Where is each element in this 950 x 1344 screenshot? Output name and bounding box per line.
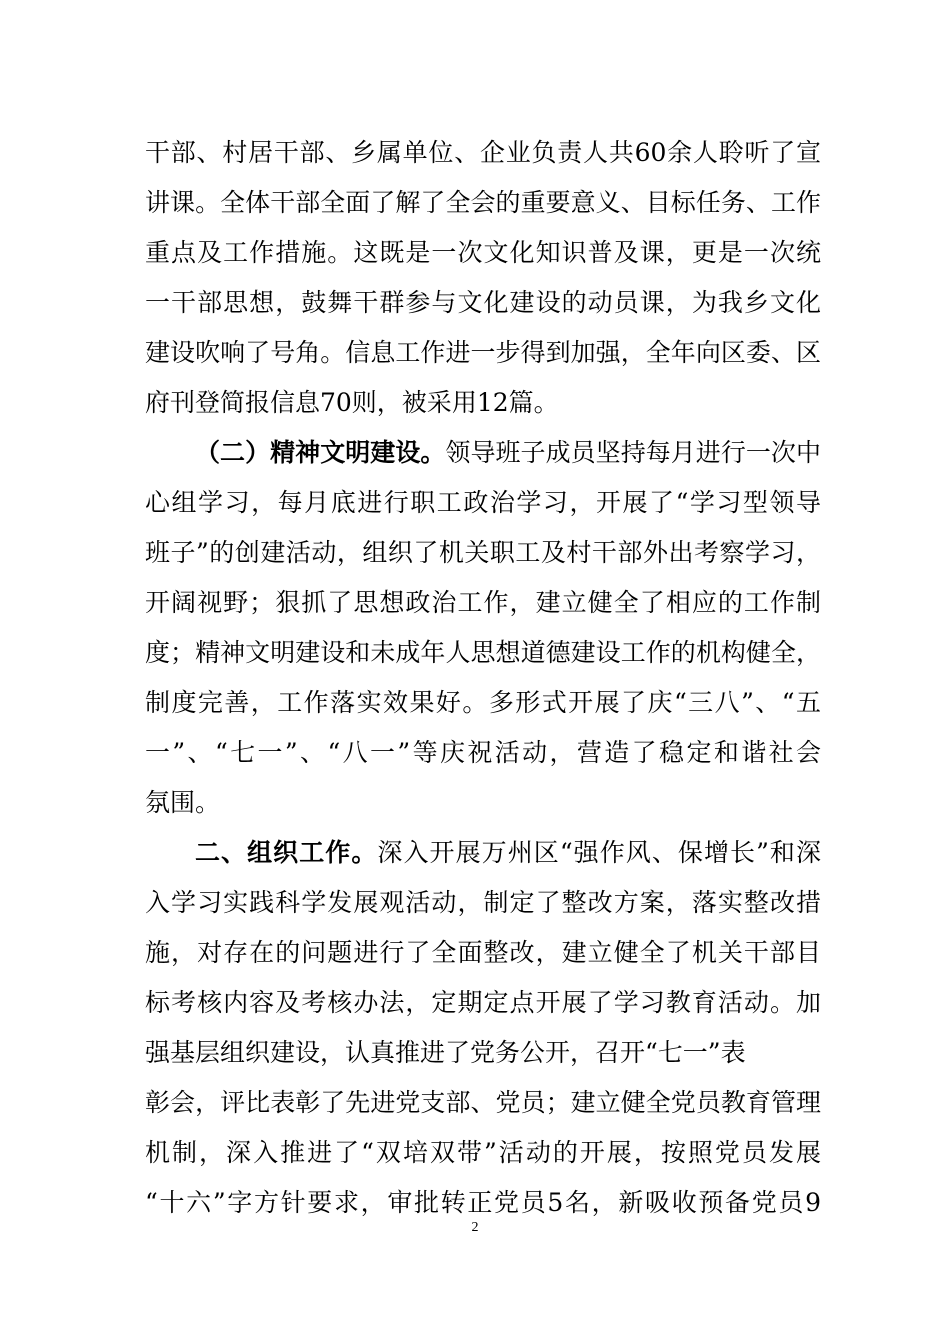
- section-text: 深入开展万州区“强作风、保增长”和深: [377, 838, 821, 867]
- text-line: 标考核内容及考核办法，定期定点开展了学习教育活动。加: [145, 988, 821, 1017]
- section-heading: 二、组织工作。: [195, 838, 378, 867]
- text-line: 一干部思想，鼓舞干群参与文化建设的动员课，为我乡文化: [145, 288, 821, 317]
- text-line: 开阔视野；狠抓了思想政治工作，建立健全了相应的工作制: [145, 588, 821, 617]
- text-line: 重点及工作措施。这既是一次文化知识普及课，更是一次统: [145, 238, 821, 267]
- section-heading: （二）精神文明建设。: [195, 438, 446, 467]
- text-line: 制度完善，工作落实效果好。多形式开展了庆“三八”、“五: [145, 688, 821, 717]
- text-line: 建设吹响了号角。信息工作进一步得到加强，全年向区委、区: [145, 338, 821, 367]
- text-line: 讲课。全体干部全面了解了全会的重要意义、目标任务、工作: [145, 188, 821, 217]
- text-line: 彰会，评比表彰了先进党支部、党员；建立健全党员教育管理: [145, 1088, 821, 1117]
- text-line: 施，对存在的问题进行了全面整改，建立健全了机关干部目: [145, 938, 821, 967]
- text-line: 强基层组织建设，认真推进了党务公开，召开“七一”表: [145, 1038, 746, 1067]
- section-text: 领导班子成员坚持每月进行一次中: [445, 438, 821, 467]
- text-line: 一”、“七一”、“八一”等庆祝活动，营造了稳定和谐社会: [145, 738, 821, 767]
- page-number: 2: [471, 1220, 479, 1235]
- section-first-line: [195, 436, 821, 470]
- text-line: 班子”的创建活动，组织了机关职工及村干部外出考察学习，: [145, 538, 821, 567]
- text-line: 机制，深入推进了“双培双带”活动的开展，按照党员发展: [145, 1138, 821, 1167]
- text-line: 氛围。: [145, 788, 221, 817]
- text-line: 度；精神文明建设和未成年人思想道德建设工作的机构健全，: [145, 638, 821, 667]
- text-line: 府刊登简报信息70则，被采用12篇。: [145, 388, 559, 417]
- text-line: 心组学习，每月底进行职工政治学习，开展了“学习型领导: [145, 488, 821, 517]
- text-line: 入学习实践科学发展观活动，制定了整改方案，落实整改措: [145, 888, 821, 917]
- text-line: 干部、村居干部、乡属单位、企业负责人共60余人聆听了宣: [145, 138, 821, 167]
- text-line: “十六”字方针要求，审批转正党员5名，新吸收预备党员9: [145, 1188, 821, 1217]
- section-first-line: [195, 836, 821, 870]
